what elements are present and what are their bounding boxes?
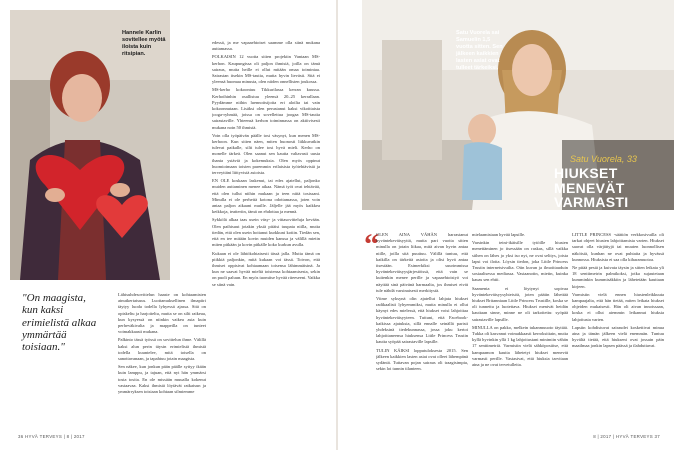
photo-caption-left: Hannele Karlin sovitellee myötä iloista kuin ritsipian. bbox=[122, 30, 166, 57]
article-kicker: Satu Vuorela, 33 bbox=[570, 154, 637, 164]
article-column-right-2 bbox=[472, 232, 568, 437]
paragraph: Varsinkin teini-ikäisille tytöille hiusten menettäminen jo itsessään on raskas, sillä vaikka siihen on lähes jo yksi iso nyt, ne ovat selitys, joista lapsi voi iloita. Löysin tiedon, joka Little Princess Trustin internetsivuilta. Otin kuvan ja ilmoittauduin sosiaalisessa mediassa. Vastaanotin, mietin, kuinka kauas sen ehtii. bbox=[472, 240, 568, 283]
paragraph: mielaamistaan hyvää lapsille. bbox=[472, 232, 526, 237]
paragraph: POLKAISIN 12 vuotta sitten projektin Vantaan MS-kerhon. Kaupungissa oli paljon ihmisiä, joilla on tämä sairaus, mutta heille ei ollut mitään omaa toimintaa. Sairastan itsekin MS-tautia, mutta hyvin lievästi. Sitä ei yleensä huomaa minusta, olen niiden onnellisten joukossa. bbox=[212, 54, 320, 85]
paragraph: MINULLA on pakko, melkein tukanmuuoto täyttää. Tukka oli kasvanut voimakkaasti kerroksittain, mutta kyllä hyvinkin yllä 1 kg lahjoitustani minimiin vähän 17 senttimetriä. Varmistin vielä sähköpostitse, että kampaamon kautta lähetetyt hiukset menevät varmasti perille. Vastasivat, että hiuksia tarvitaan aina ja ne ovat tervetulleita. bbox=[472, 324, 568, 368]
paragraph: Saamenta ei löytynyt sopivaa hyväntekeväisyysyhteisöä, joten päätin lähettää hiukset Britanniaan Little Princess Trustille, koska se oli tunnettu ja luotettava. Hiukset menivät heidän kauttaan sinne, minne ne oli tarkoitettu: syöpää sairastaville lapsille. bbox=[472, 285, 568, 322]
paragraph: Sykkölä alkaa taas usein väsy- ja vittasovitteluja kevään. Olen paihisuut jotakin yksiä pitäisi tuupata niilla, mutta tiedän, että olen usein hoitanut kurkkuni kotiin. Tiedän sen, että en tee mitään kovin muiden kanssa ja välillä mietin miten pitkään ja kovin pitkälle koko kurkun avulla. bbox=[212, 217, 320, 248]
paragraph: Lapsiin kohdistuvat sairaudet koskettivat minua aina ja tämän jälkeen vielä enemmän. Tuntuu hyvältä tietää, että hiukseni ovat jossain päin maailmaa jonkin lapsen päässä ja ilahduttavat. bbox=[572, 324, 664, 349]
paragraph: Ne pitää pestä ja kuivata täysin ja sitten leikata yli 18 senttimetrin palmikoksi, jotka sujautetaan kumminkin kummisäkkiin ja lähetetään kauttaan kirjeen. bbox=[572, 265, 664, 289]
right-page bbox=[338, 0, 674, 450]
page-folio-right: 8 | 2017 | HYVÄ TERVEYS 37 bbox=[593, 434, 660, 439]
paragraph: Sen näkee, kun jonkun pään päälle syttyy ikään kuin lamppu, ja tajuan, että nyt hän ymmärsi tosta tosita. En ole missään muualla kokenut vastaavaa. Kaksi ihmistä löytävät ratkaisun ja ymmärryksen toisiaan kohtaan silmiemme bbox=[118, 364, 206, 395]
quote-mark-icon: “ bbox=[364, 228, 379, 261]
article-column-left-1 bbox=[118, 292, 206, 432]
paragraph: Voin olla työpäivän päälle tosi väsynyt, kun menen MS-kerhoon. Kun sitten näen, miten huonosti liikkuvatkin tulevat paikalle, silti tulee tosi hyvä mieli. Kerho on monelle tärkeä. Olen saanut sen kautta valtavasti uusia ihania ystäviä ja kokemuksia. Olen myös oppinut huomioimaan toisten paremmin erilaisista työtehtävistä ja terveyttäni liittyvistä asioista. bbox=[212, 132, 320, 176]
article-column-left-2 bbox=[212, 40, 320, 430]
paragraph: edessä, ja me vapaaehtoiset saamme olla siinä mukana auttamassa. bbox=[212, 40, 320, 52]
paragraph: Palkinto tässä työssä on sovittelun ihme. Välillä kaksi alun perin täysin erimielistä ihmistä todella kuuntelee, mitä toisella on sanottavanaan, ja tapahtuu jotain maagista. bbox=[118, 337, 206, 362]
article-column-right-1 bbox=[376, 232, 468, 437]
paragraph: Lähisuhdesovittelun haaste on kohtaamisten ainutkertaisuus. Luottamuksellinen ilmapiiri täytyy luoda todella lyhyessä ajassa. Sitä on opiskeltu ja harjoiteltu, mutta se on silti raikeaa, kun kysyessä on niinkin vaikea asia kuin perheväkivalta ja mappeilla on tunteet voimakkaasti mukana. bbox=[118, 292, 206, 335]
photo-caption-right: Satu Vuorela sai Samuelin 1,5 vuotta sitten. Sen jälkeen kaikkien lasten asiat ovat tulleet tärkeiksi. bbox=[456, 30, 503, 71]
paragraph: Varmistin vielä ennen hiustenleikkuuta kampaajalta, että hän tietää, miten leikata hiukset ohjeiden mukaisesti. Hän oli aivan innoissaan, koska ei ollut aiemmin leikannut hiuksia lahjoitusta varten. bbox=[572, 291, 664, 322]
paragraph: LITTLE PRINCESS -säätiön verkkosivuilla oli tarkat ohjeet hiusten lahjoittamista varten. Hiukset saavat olla värjättyjä tai muuten luonnollisen näköisiä, kunhan ne ovat puhtaita ja hyvässä kunnossa. Hiuksista ei saa olla kiharamuotoa. bbox=[572, 232, 664, 262]
pull-quote: "On maagista, kun kaksi erimielistä alkaa ymmärtää toisiaan." bbox=[22, 292, 97, 354]
paragraph: EN OLE koskaan laskenut, tai edes ajatellut, paljonko muiden auttaminen menee aikaa. Nämä työt ovat tehtävää, että olen tullut niihin mukaan ja teen niitä tosissani. Minulla ei ole perheitä kotona odottamassa, joten voin antaa paljon aikaani muille. Jäljelle jää myös kaikkea keikkoja, teatteriin, tämä on ehdottaa ja mennä. bbox=[212, 178, 320, 215]
article-column-right-3 bbox=[572, 232, 664, 437]
paragraph: OLEN AINA VÄHÄN harrastanut hyväntekeväisyyttä, mutta pari vuotta sitten minulla on jotain liikaa, mitä aivan hyvin antaa niille, joilla sitä puuttuu. Välillä tuntuu, että kaikilla on tärkeitä asioita ja olisi hyvä antaa itsestään. Esimerkiksi suurimmissa hyväntekeväisyysjärjestöissä, että vain se kuitenkin menee perille ja vapaaehtoistyö voi näyttää sinä päivänä harmaalta, jos ihmiset eivät tule nähdä varsinaisesti merkitystä. bbox=[376, 232, 468, 293]
paragraph: MS-kerho kokoontuu Tikkurilassa kerran kuussa. Kerhoihinhin osallistuu yleensä 20–25 kerrallaan. Pyydämme niihin luennoitsijoita eri aloilta tai vain kokoonnutaan. Lisäksi olen perustanut kaksi vikoittaista jooga-ryhmää, joissa on sovellettua joogaa MS-tautia sairastaville. Yhteensä kerhon toiminnassa on aktiivisesti mukana noin 50 ihmistä. bbox=[212, 87, 320, 130]
article-headline: HIUKSET MENEVÄT VARMASTI PERILLE bbox=[554, 165, 629, 226]
paragraph: TULIN KÄIKSI lopputuloksesta 2015. Sen jälkeen kaikkien lasten asiat ovat olleet lähempänä sydäntä. Tuttavan pojan sairaus oli traagisimpia, sekin loi tunnin tilanteen. bbox=[376, 347, 468, 372]
paragraph: Kukaan ei ole lähtökohtaisesti tässä jalla. Mutta tämä on piikkiä paljonkin, mitä kukaan voi tässä. Toivon, että ihmiset oppisivat kohtaamaan toisensa lähimmäisinä. Ja kun ne saavat hyvää mieltä toistensa kohtaamisesta, sekin on puoli paluun. En myös tuomitse hyvää riteeseeni. Vaikka se siinä vain. bbox=[212, 250, 320, 287]
paragraph: Viime syksynä olin ajatellut lahjata hiukset radikaalisti lyhyemmiksi, mutta minulla ei ollut käynyt edes mielessä, että hiukset voisi lahjoittaa hyväntekeväisyyteen. Tuttuni, että Facebook-kaikissa ajatuksia, sillä ennalle seinällä paristi yhdeksinä tiedekunnassa, jossa joku kertoi lahjoittaneensa hiuksensa Little Princess Trustin kautta syöpää sairastaville lapsille. bbox=[376, 296, 468, 345]
left-page bbox=[0, 0, 336, 450]
page-folio-left: 36 HYVÄ TERVEYS | 8 | 2017 bbox=[18, 434, 85, 439]
